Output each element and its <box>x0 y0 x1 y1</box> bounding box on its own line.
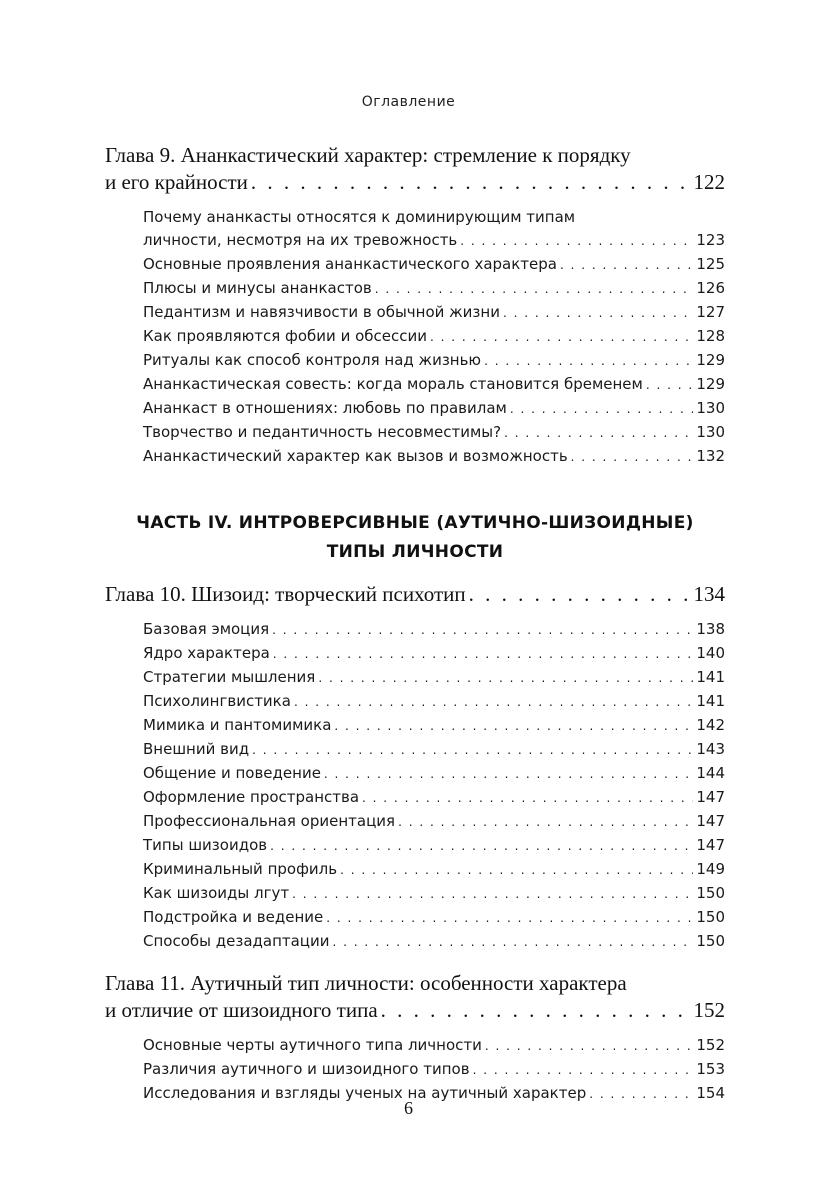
chapter-9-title-line2-row <box>105 169 725 196</box>
toc-entry[interactable] <box>143 882 725 906</box>
dot-leader <box>270 835 693 858</box>
toc-entry-title: Стратегии мышления <box>143 668 316 686</box>
table-of-contents <box>105 142 725 1106</box>
toc-entry-title: Творчество и педантичность несовместимы? <box>143 423 502 441</box>
dot-leader <box>375 278 694 301</box>
toc-entry-title: Криминальный профиль <box>143 860 338 878</box>
toc-entry-title: Ананкастическая совесть: когда мораль становится бременем <box>143 375 643 393</box>
chapter-11-page: 152 <box>693 998 725 1022</box>
toc-entry-page: 141 <box>696 692 725 710</box>
toc-entry-page: 153 <box>696 1060 725 1078</box>
toc-entry-page: 123 <box>696 231 725 249</box>
dot-leader <box>294 691 693 714</box>
toc-entry-page: 149 <box>696 860 725 878</box>
toc-entry[interactable] <box>143 301 725 325</box>
chapter-11-title-line2: и отличие от шизоидного типа <box>105 998 378 1022</box>
toc-entry-page: 128 <box>696 327 725 345</box>
dot-leader <box>469 581 691 608</box>
dot-leader <box>560 254 693 277</box>
toc-entry-title: Ананкаст в отношениях: любовь по правилам <box>143 399 507 417</box>
toc-entry-title: Общение и поведение <box>143 764 321 782</box>
toc-entry-title: Базовая эмоция <box>143 620 270 638</box>
toc-entry[interactable] <box>143 666 725 690</box>
toc-entry-title: Основные черты аутичного типа личности <box>143 1036 482 1054</box>
chapter-9-sections <box>143 206 725 469</box>
toc-entry[interactable] <box>143 618 725 642</box>
toc-entry[interactable] <box>143 690 725 714</box>
chapter-11-sections <box>143 1034 725 1106</box>
spacer <box>105 954 725 970</box>
toc-entry-title: Различия аутичного и шизоидного типов <box>143 1060 470 1078</box>
dot-leader <box>333 931 694 954</box>
toc-entry[interactable] <box>143 930 725 954</box>
toc-entry-page: 147 <box>696 836 725 854</box>
toc-entry-title: Внешний вид <box>143 740 250 758</box>
toc-entry-page: 140 <box>696 644 725 662</box>
dot-leader <box>485 1035 693 1058</box>
toc-entry[interactable] <box>143 397 725 421</box>
toc-entry[interactable] <box>143 325 725 349</box>
toc-entry[interactable] <box>143 786 725 810</box>
toc-entry-page: 132 <box>696 447 725 465</box>
dot-leader <box>460 230 693 253</box>
toc-entry-page: 126 <box>696 279 725 297</box>
chapter-10-entry[interactable] <box>105 581 725 608</box>
toc-entry[interactable] <box>143 714 725 738</box>
dot-leader <box>272 619 693 642</box>
toc-entry[interactable] <box>143 1034 725 1058</box>
toc-entry-page: 147 <box>696 812 725 830</box>
chapter-10-sections <box>143 618 725 954</box>
dot-leader <box>381 997 691 1024</box>
part-4-title-line2: ТИПЫ ЛИЧНОСТИ <box>326 542 504 562</box>
toc-entry[interactable] <box>143 445 725 469</box>
dot-leader <box>571 446 694 469</box>
toc-entry-title: Способы дезадаптации <box>143 932 330 950</box>
toc-entry-page: 130 <box>696 423 725 441</box>
dot-leader <box>510 398 693 421</box>
toc-entry[interactable] <box>143 253 725 277</box>
toc-entry-page: 125 <box>696 255 725 273</box>
toc-entry-page: 142 <box>696 716 725 734</box>
dot-leader <box>484 350 693 373</box>
running-head: Оглавление <box>361 94 456 110</box>
toc-entry[interactable] <box>143 762 725 786</box>
dot-leader <box>430 326 693 349</box>
toc-entry-title: личности, несмотря на их тревожность <box>143 231 458 249</box>
toc-entry-title: Подстройка и ведение <box>143 908 324 926</box>
toc-entry[interactable] <box>143 858 725 882</box>
dot-leader <box>398 811 693 834</box>
toc-entry[interactable] <box>143 373 725 397</box>
toc-entry-page: 147 <box>696 788 725 806</box>
toc-entry-title: Оформление пространства <box>143 788 360 806</box>
toc-entry-title: Ритуалы как способ контроля над жизнью <box>143 351 482 369</box>
toc-entry-page: 152 <box>696 1036 725 1054</box>
toc-entry-title: Педантизм и навязчивости в обычной жизни <box>143 303 500 321</box>
dot-leader <box>251 169 691 196</box>
dot-leader <box>340 859 693 882</box>
toc-entry-title: Ядро характера <box>143 644 270 662</box>
chapter-11-title-line1: Глава 11. Аутичный тип личности: особенности характера <box>105 971 627 995</box>
toc-entry-title: Основные проявления ананкастического характера <box>143 255 557 273</box>
dot-leader <box>362 787 693 810</box>
toc-entry-page: 130 <box>696 399 725 417</box>
dot-leader <box>318 667 693 690</box>
dot-leader <box>503 302 693 325</box>
toc-entry-page: 150 <box>696 908 725 926</box>
toc-entry-title: Психолингвистика <box>143 692 291 710</box>
toc-entry-title-line1: Почему ананкасты относятся к доминирующим типам <box>143 208 576 226</box>
dot-leader <box>334 715 693 738</box>
toc-entry-page: 138 <box>696 620 725 638</box>
part-4-title-line1: ЧАСТЬ IV. ИНТРОВЕРСИВНЫЕ (АУТИЧНО-ШИЗОИДНЫЕ) <box>136 513 694 533</box>
toc-entry[interactable] <box>143 349 725 373</box>
dot-leader <box>646 374 694 397</box>
chapter-10-title: Глава 10. Шизоид: творческий психотип <box>105 582 466 606</box>
toc-entry[interactable] <box>143 421 725 445</box>
dot-leader <box>292 883 693 906</box>
toc-entry-page: 127 <box>696 303 725 321</box>
toc-entry-page: 144 <box>696 764 725 782</box>
toc-entry-page: 150 <box>696 884 725 902</box>
toc-entry-title: Профессиональная ориентация <box>143 812 396 830</box>
toc-entry-title: Типы шизоидов <box>143 836 268 854</box>
toc-entry-title: Как проявляются фобии и обсессии <box>143 327 427 345</box>
dot-leader <box>326 907 693 930</box>
toc-entry-title: Как шизоиды лгут <box>143 884 290 902</box>
toc-entry-page: 143 <box>696 740 725 758</box>
toc-entry-page: 129 <box>696 375 725 393</box>
toc-entry-title: Исследования и взгляды ученых на аутичный характер <box>143 1084 587 1102</box>
chapter-9-title-line2: и его крайности <box>105 170 248 194</box>
toc-entry[interactable] <box>143 906 725 930</box>
toc-entry-page: 141 <box>696 668 725 686</box>
toc-entry[interactable] <box>143 1058 725 1082</box>
dot-leader <box>473 1059 694 1082</box>
chapter-10-page: 134 <box>693 582 725 606</box>
dot-leader <box>324 763 693 786</box>
toc-entry-row <box>143 229 725 253</box>
toc-entry-page: 154 <box>696 1084 725 1102</box>
chapter-9-page: 122 <box>693 170 725 194</box>
toc-entry[interactable] <box>143 206 725 253</box>
toc-entry-title: Мимика и пантомимика <box>143 716 332 734</box>
dot-leader <box>252 739 693 762</box>
chapter-10-title-row <box>105 581 725 608</box>
toc-entry-title: Плюсы и минусы ананкастов <box>143 279 372 297</box>
chapter-9-title-line1: Глава 9. Ананкастический характер: стремление к порядку <box>105 143 631 167</box>
dot-leader <box>273 643 694 666</box>
part-4-heading[interactable] <box>105 509 725 567</box>
chapter-11-title-line2-row <box>105 997 725 1024</box>
chapter-9-entry[interactable] <box>105 142 725 196</box>
dot-leader <box>504 422 693 445</box>
toc-entry-page: 150 <box>696 932 725 950</box>
toc-entry[interactable] <box>143 738 725 762</box>
toc-entry[interactable] <box>143 277 725 301</box>
toc-entry[interactable] <box>143 642 725 666</box>
chapter-11-entry[interactable] <box>105 970 725 1024</box>
page-number: 6 <box>404 1098 413 1118</box>
toc-entry-page: 129 <box>696 351 725 369</box>
toc-entry[interactable] <box>143 834 725 858</box>
toc-entry[interactable] <box>143 810 725 834</box>
toc-entry-title: Ананкастический характер как вызов и возможность <box>143 447 568 465</box>
